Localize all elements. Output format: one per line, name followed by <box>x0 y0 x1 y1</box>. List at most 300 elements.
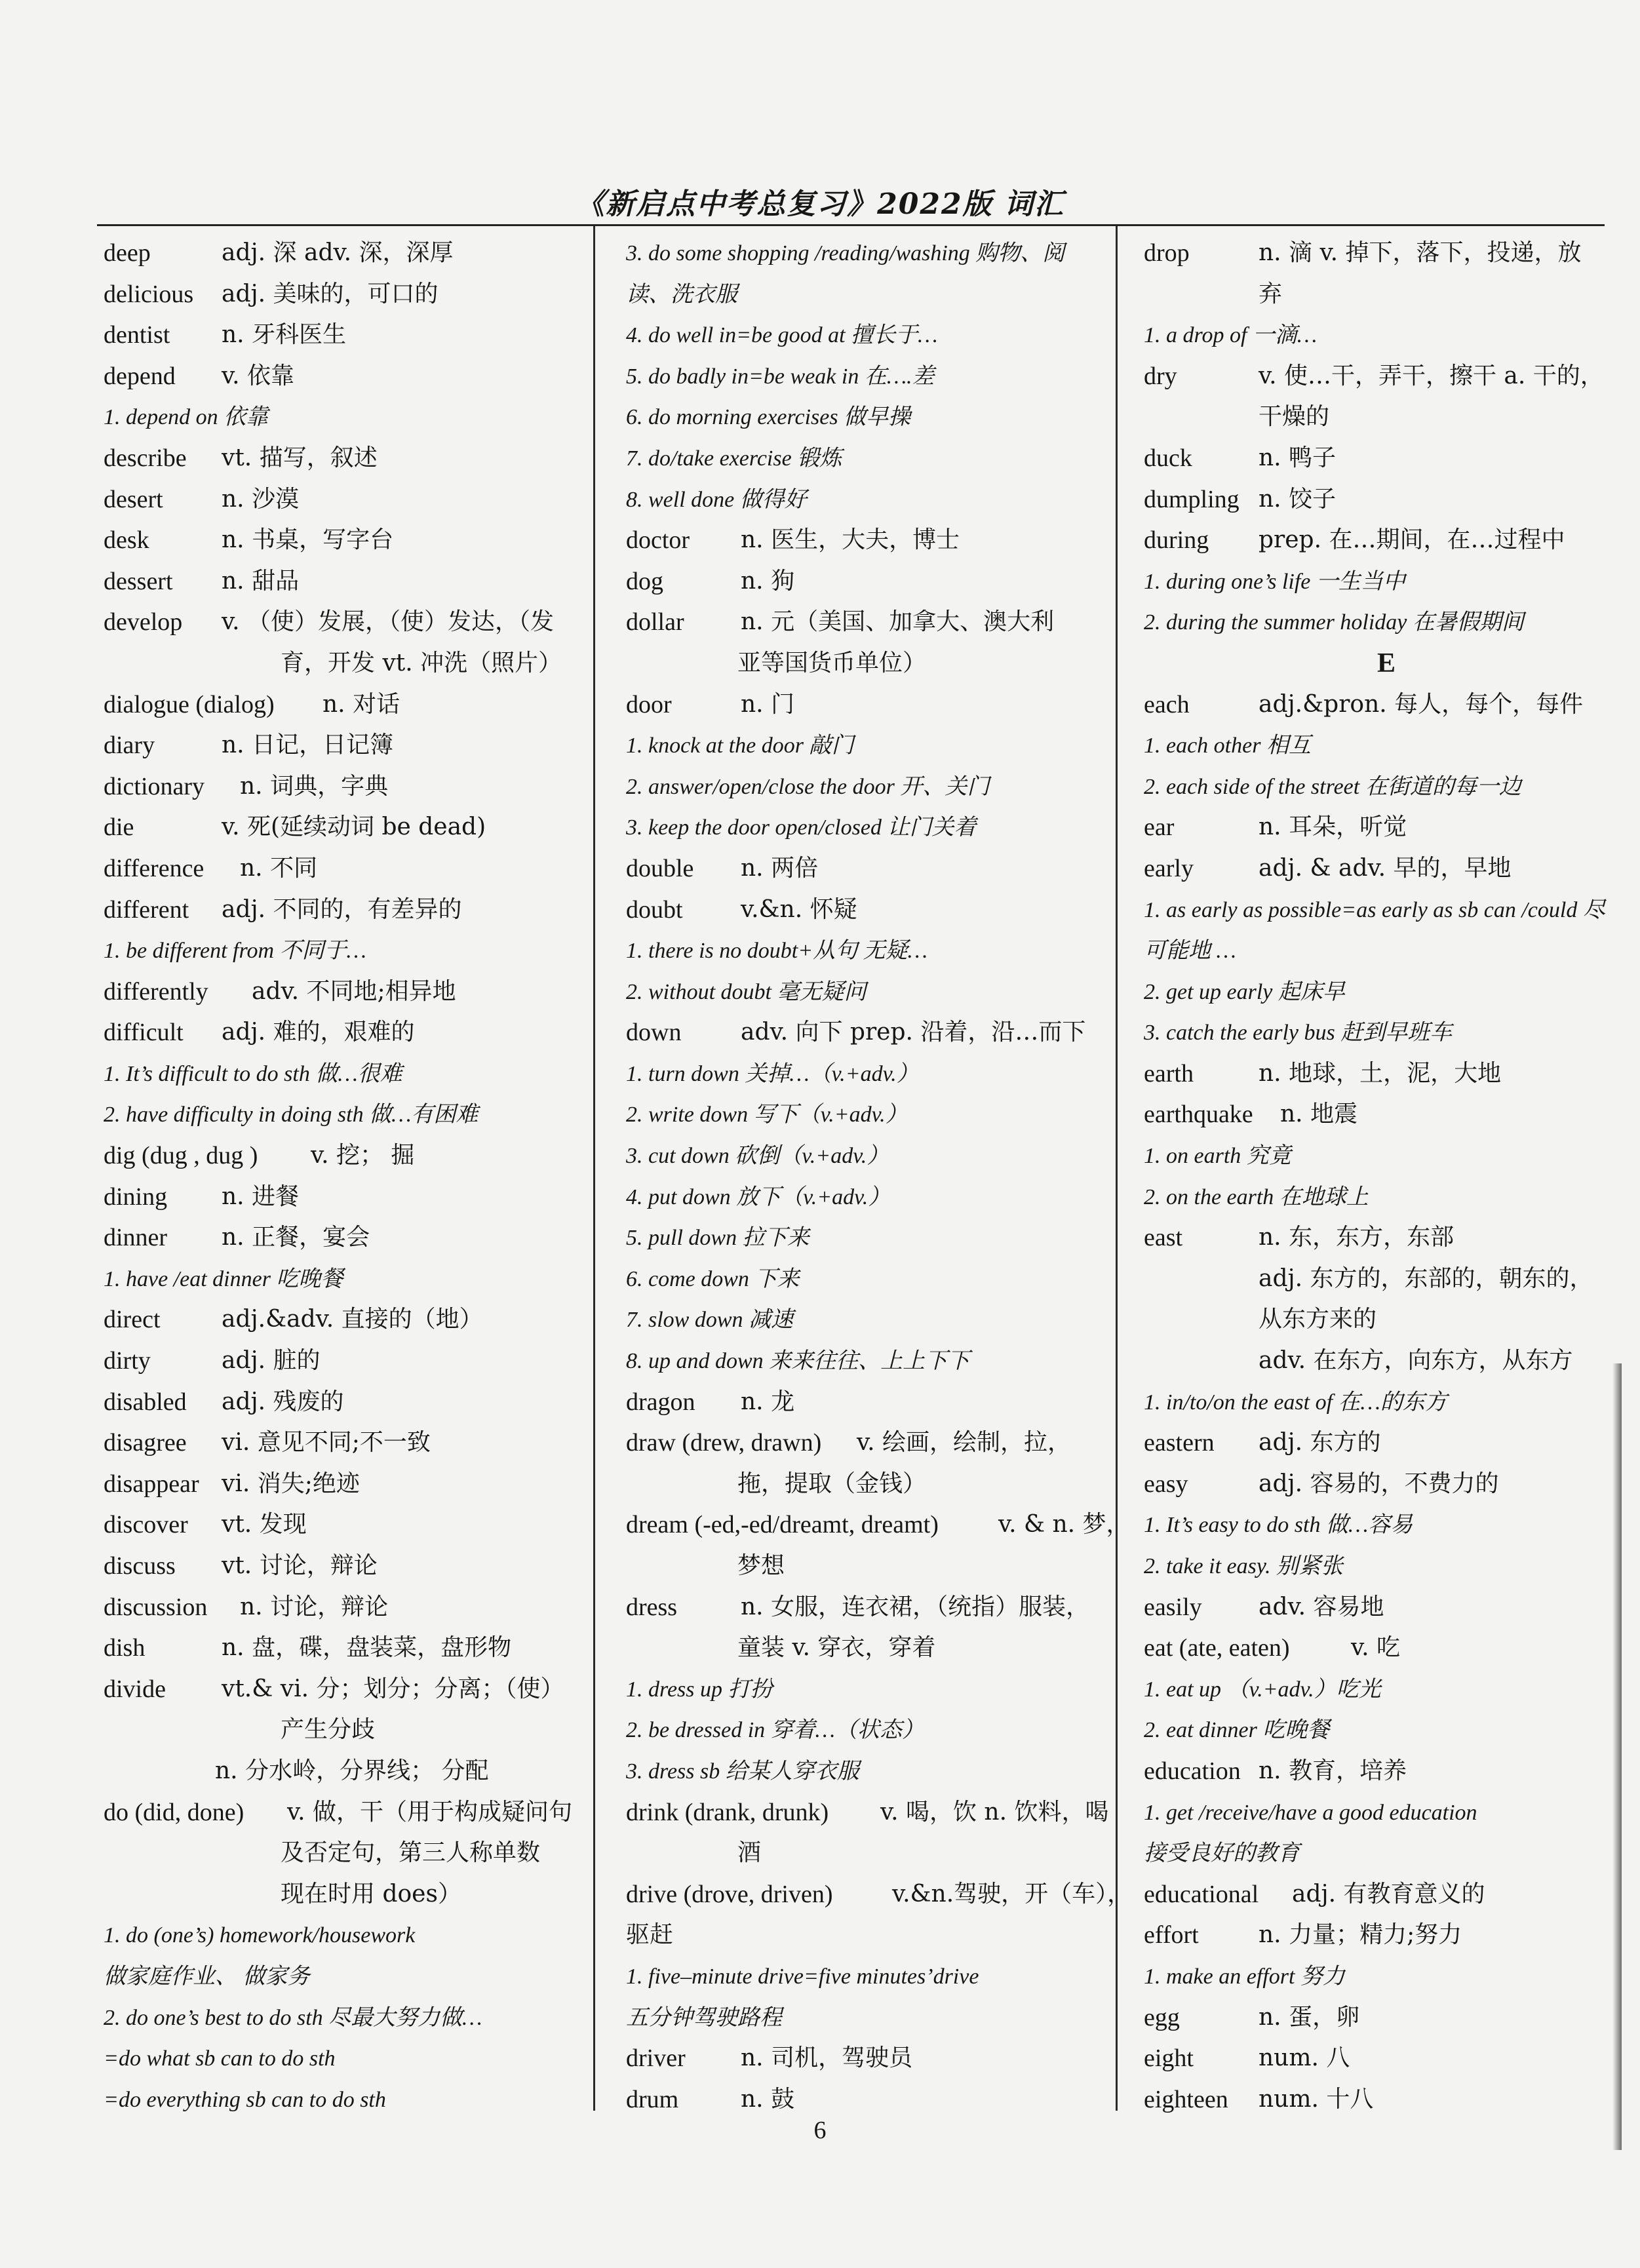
entry-line <box>104 2038 589 2079</box>
phrase: 3. catch the early bus 赶到早班车 <box>1144 1021 1453 1046</box>
headword: difference <box>104 854 205 882</box>
definition-continued: n. 分水岭，分界线； 分配 <box>215 1757 489 1784</box>
header-rule <box>97 224 1605 226</box>
definition: v. 做，干（用于构成疑问句 <box>287 1798 572 1826</box>
entry-line <box>626 356 1111 397</box>
definition: v.&n.驾驶，开（车）， <box>892 1880 1131 1907</box>
definition: adj.&pron. 每人，每个，每件 <box>1259 690 1584 718</box>
entry-line <box>1144 1299 1629 1340</box>
definition-continued: 亚等国货币单位） <box>737 649 927 676</box>
entry-line <box>1144 1792 1629 1833</box>
definition: adj. 有教育意义的 <box>1292 1880 1485 1907</box>
entry-line <box>1144 1710 1629 1751</box>
definition: vt. 发现 <box>222 1511 307 1538</box>
definition: n. 鸭子 <box>1259 444 1337 471</box>
phrase: 5. do badly in=be weak in 在….差 <box>626 364 935 389</box>
definition: adj. 美味的，可口的 <box>222 280 439 307</box>
entry-line <box>104 397 589 438</box>
entry-line <box>1144 1997 1629 2039</box>
entry-line <box>104 520 589 561</box>
entry-line <box>104 725 589 766</box>
headword: eighteen <box>1144 2085 1228 2113</box>
phrase: 1. It’s difficult to do sth 做…很难 <box>104 1061 402 1086</box>
headword: discuss <box>104 1552 176 1580</box>
phrase: 2. eat dinner 吃晚餐 <box>1144 1718 1330 1743</box>
phrase: 8. up and down 来来往往、上上下下 <box>626 1349 970 1374</box>
definition: n. 狗 <box>741 567 795 595</box>
entry-line <box>104 233 589 274</box>
definition: v. 绘画，绘制，拉， <box>857 1429 1071 1457</box>
headword: doctor <box>626 526 690 555</box>
definition: v. 喝，饮 n. 饮料，喝 <box>880 1798 1109 1826</box>
headword: disappear <box>104 1470 199 1498</box>
headword: drive (drove, driven) <box>626 1880 833 1908</box>
definition: n. 对话 <box>322 690 400 718</box>
entry-line <box>1144 1464 1629 1505</box>
phrase: =do what sb can to do sth <box>104 2046 336 2071</box>
entry-line <box>626 274 1111 315</box>
entry-line <box>104 1587 589 1628</box>
headword: dictionary <box>104 772 205 800</box>
entry-line <box>104 1340 589 1382</box>
headword: during <box>1144 526 1209 555</box>
entry-line <box>1144 1382 1629 1423</box>
entry-line <box>104 1422 589 1464</box>
entry-line <box>104 1956 589 1997</box>
definition: v. 使…干，弄干，擦干 a. 干的， <box>1259 362 1604 389</box>
phrase: 8. well done 做得好 <box>626 487 807 512</box>
entry-line <box>1144 930 1629 971</box>
entry-line <box>104 1135 589 1177</box>
definition: n. 饺子 <box>1259 485 1337 513</box>
entry-line <box>104 766 589 808</box>
definition: vt.& vi. 分；划分；分离；（使） <box>222 1675 564 1702</box>
phrase: 4. put down 放下（v.+adv.） <box>626 1184 891 1209</box>
phrase: 2. do one’s best to do sth 尽最大努力做… <box>104 2005 482 2030</box>
entry-line <box>104 1874 589 1915</box>
entry-line <box>626 1464 1111 1505</box>
entry-line <box>626 397 1111 438</box>
entry-line <box>104 1792 589 1833</box>
definition: v. 死(延续动词 be dead) <box>222 813 486 841</box>
entry-line <box>626 807 1111 848</box>
phrase: 1. have /eat dinner 吃晚餐 <box>104 1266 343 1291</box>
definition: v. 挖； 掘 <box>311 1142 415 1169</box>
entry-line <box>1144 1956 1629 1997</box>
entry-line <box>626 1217 1111 1259</box>
column-3 <box>1144 233 1629 2120</box>
entry-line <box>626 1833 1111 1874</box>
entry-line <box>1144 766 1629 808</box>
entry-line <box>626 1094 1111 1135</box>
entry-line <box>104 1382 589 1423</box>
entry-line <box>1144 1628 1629 1669</box>
headword: do (did, done) <box>104 1798 244 1826</box>
entry-line <box>1144 1340 1629 1382</box>
headword: difficult <box>104 1019 184 1047</box>
entry-line <box>104 274 589 315</box>
entry-line <box>104 561 589 602</box>
phrase: 1. each other 相互 <box>1144 733 1311 758</box>
headword: disagree <box>104 1429 187 1457</box>
entry-line <box>104 438 589 479</box>
definition-continued: 育，开发 vt. 冲洗（照片） <box>281 649 562 676</box>
headword: desk <box>104 526 149 555</box>
definition: vt. 讨论，辩论 <box>222 1552 378 1579</box>
headword: direct <box>104 1306 161 1334</box>
definition: n. 东，东方，东部 <box>1259 1224 1455 1251</box>
definition-continued: 酒 <box>737 1839 762 1867</box>
headword: easy <box>1144 1470 1188 1498</box>
phrase: 2. have difficulty in doing sth 做…有困难 <box>104 1103 478 1127</box>
page-header: 《新启点中考总复习》2022版 词汇 <box>576 187 1064 221</box>
definition: n. 力量；精力;努力 <box>1259 1921 1462 1949</box>
entry-line <box>104 1628 589 1669</box>
entry-line <box>626 1504 1130 1546</box>
definition-continued: 产生分歧 <box>281 1716 376 1744</box>
headword: doubt <box>626 895 683 924</box>
phrase: 7. slow down 减速 <box>626 1308 794 1333</box>
entry-line <box>626 1299 1111 1340</box>
headword: different <box>104 895 189 924</box>
definition: n. 正餐，宴会 <box>222 1224 370 1251</box>
definition: adj. 容易的，不费力的 <box>1259 1470 1499 1497</box>
phrase: 4. do well in=be good at 擅长于… <box>626 323 938 348</box>
phrase: 1. in/to/on the east of 在…的东方 <box>1144 1390 1447 1415</box>
entry-line <box>626 1628 1111 1669</box>
entry-line <box>104 684 589 726</box>
headword: dream (-ed,-ed/dreamt, dreamt) <box>626 1511 939 1539</box>
entry-line <box>1144 1874 1629 1915</box>
phrase: 1. get /receive/have a good education <box>1144 1800 1477 1825</box>
definition: n. 蛋，卵 <box>1259 2003 1360 2031</box>
definition: n. 地球，土，泥，大地 <box>1259 1059 1502 1087</box>
phrase: 2. on the earth 在地球上 <box>1144 1184 1369 1209</box>
entry-line <box>626 602 1111 643</box>
entry-line <box>626 561 1111 602</box>
entry-line <box>104 1053 589 1095</box>
entry-line <box>626 1669 1111 1710</box>
entry-line <box>104 1259 589 1300</box>
entry-line <box>104 930 589 971</box>
headword: easily <box>1144 1593 1202 1621</box>
phrase: 1. five–minute drive=five minutes’drive <box>626 1964 979 1989</box>
headword: develop <box>104 608 183 636</box>
entry-line <box>1144 725 1629 766</box>
phrase: 1. do (one’s) homework/housework <box>104 1923 416 1948</box>
definition-continued: adv. 在东方，向东方，从东方 <box>1259 1347 1573 1375</box>
definition: n. 元（美国、加拿大、澳大利 <box>741 608 1055 636</box>
phrase: =do everything sb can to do sth <box>104 2087 386 2112</box>
definition-continued: 从东方来的 <box>1259 1306 1377 1333</box>
headword: double <box>626 854 694 882</box>
entry-line <box>104 1915 589 1956</box>
entry-line <box>1144 1669 1629 1710</box>
phrase: 1. turn down 关掉…（v.+adv.） <box>626 1061 919 1086</box>
phrase: 6. come down 下来 <box>626 1266 800 1291</box>
phrase: 2. get up early 起床早 <box>1144 979 1345 1004</box>
entry-line <box>104 1997 589 2039</box>
entry-line <box>1144 1177 1629 1218</box>
headword: educational <box>1144 1880 1259 1908</box>
phrase: 6. do morning exercises 做早操 <box>626 405 911 430</box>
definition-continued: 童装 v. 穿衣，穿着 <box>737 1634 936 1662</box>
entry-line <box>1144 1094 1629 1135</box>
definition-continued: 现在时用 does） <box>281 1880 461 1907</box>
definition: v. 依靠 <box>222 362 294 389</box>
definition: adj.&adv. 直接的（地） <box>222 1306 483 1333</box>
phrase: 2. be dressed in 穿着…（状态） <box>626 1718 924 1743</box>
entry-line <box>1144 520 1629 561</box>
definition: adv. 容易地 <box>1259 1593 1384 1620</box>
headword: egg <box>1144 2003 1180 2031</box>
entry-line <box>626 520 1111 561</box>
headword: dining <box>104 1183 168 1211</box>
definition-continued: 驱赶 <box>626 1921 674 1949</box>
phrase: 读、洗衣服 <box>626 282 737 307</box>
headword: early <box>1144 854 1194 882</box>
definition-continued: 梦想 <box>737 1552 785 1579</box>
column-divider-1 <box>593 226 595 2111</box>
entry-line <box>1144 397 1629 438</box>
headword: eat (ate, eaten) <box>1144 1634 1290 1662</box>
entry-line <box>104 602 589 643</box>
headword: draw (drew, drawn) <box>626 1429 822 1457</box>
headword: driver <box>626 2044 686 2073</box>
entry-line <box>626 1382 1111 1423</box>
phrase: 2. answer/open/close the door 开、关门 <box>626 774 990 799</box>
entry-line <box>626 1792 1111 1833</box>
headword: discover <box>104 1511 188 1539</box>
headword: diary <box>104 732 155 760</box>
entry-line <box>1144 890 1629 931</box>
headword: discussion <box>104 1593 208 1621</box>
entry-line <box>104 1464 589 1505</box>
headword: deep <box>104 239 151 267</box>
headword: differently <box>104 977 208 1006</box>
entry-line <box>1144 2038 1629 2079</box>
entry-line <box>1144 438 1629 479</box>
phrase: 1. eat up （v.+adv.）吃光 <box>1144 1677 1381 1702</box>
column-1 <box>104 233 589 2120</box>
headword: die <box>104 813 134 842</box>
phrase: 可能地 … <box>1144 939 1236 964</box>
phrase: 3. cut down 砍倒（v.+adv.） <box>626 1144 889 1169</box>
headword: disabled <box>104 1388 187 1416</box>
headword: door <box>626 690 672 718</box>
phrase: 1. be different from 不同于… <box>104 939 366 964</box>
page-number: 6 <box>813 2117 827 2144</box>
headword: dentist <box>104 321 170 349</box>
entry-line <box>104 2079 589 2121</box>
phrase: 2. take it easy. 别紧张 <box>1144 1554 1344 1578</box>
phrase: 2. write down 写下（v.+adv.） <box>626 1103 908 1127</box>
entry-line <box>104 1504 589 1546</box>
definition: v. 吃 <box>1351 1634 1400 1662</box>
entry-line <box>1144 848 1629 890</box>
entry-line <box>104 848 589 890</box>
definition-continued: 拖，提取（金钱） <box>737 1470 927 1497</box>
entry-line <box>626 2079 1111 2121</box>
entry-line <box>626 930 1111 971</box>
entry-line <box>626 848 1111 890</box>
headword: east <box>1144 1224 1183 1252</box>
phrase: 2. during the summer holiday 在暑假期间 <box>1144 610 1524 635</box>
phrase: 2. each side of the street 在街道的每一边 <box>1144 774 1521 799</box>
headword: dragon <box>626 1388 695 1416</box>
definition: adv. 不同地;相异地 <box>252 977 456 1005</box>
entry-line <box>1144 684 1629 726</box>
entry-line <box>1144 1053 1629 1095</box>
definition: n. 讨论，辩论 <box>240 1593 389 1620</box>
definition: num. 十八 <box>1259 2085 1374 2113</box>
phrase: 1. as early as possible=as early as sb can /could 尽 <box>1144 897 1605 922</box>
headword: dialogue (dialog) <box>104 690 275 718</box>
definition: n. 两倍 <box>741 854 819 882</box>
definition: n. 甜品 <box>222 567 300 595</box>
headword: each <box>1144 690 1190 718</box>
headword: education <box>1144 1757 1241 1785</box>
entry-line <box>626 725 1111 766</box>
phrase: 3. keep the door open/closed 让门关着 <box>626 815 977 840</box>
headword: dress <box>626 1593 678 1621</box>
phrase: 1. a drop of 一滴… <box>1144 323 1318 348</box>
definition: vi. 消失;绝迹 <box>222 1470 360 1497</box>
phrase: 1. make an effort 努力 <box>1144 1964 1345 1989</box>
headword: divide <box>104 1675 166 1703</box>
entry-line <box>626 1422 1111 1464</box>
scan-edge-shadow <box>1612 1363 1622 2150</box>
entry-line <box>104 1012 589 1053</box>
entry-line <box>626 1135 1111 1177</box>
entry-line <box>626 643 1111 684</box>
phrase: 1. depend on 依靠 <box>104 405 269 430</box>
phrase: 1. during one’s life 一生当中 <box>1144 569 1405 594</box>
definition-continued: 及否定句，第三人称单数 <box>281 1839 541 1867</box>
phrase: 接受良好的教育 <box>1144 1841 1300 1866</box>
entry-line <box>626 233 1111 274</box>
entry-line <box>1144 479 1629 520</box>
definition: n. 盘，碟，盘装菜，盘形物 <box>222 1634 512 1662</box>
phrase: 2. without doubt 毫无疑问 <box>626 979 867 1004</box>
definition: adj. 不同的，有差异的 <box>222 895 462 923</box>
headword: ear <box>1144 813 1175 842</box>
entry-line <box>104 1710 589 1751</box>
headword: duck <box>1144 444 1192 472</box>
headword: delicious <box>104 280 194 308</box>
headword: drink (drank, drunk) <box>626 1798 829 1826</box>
entry-line <box>1144 1504 1629 1546</box>
definition: n. 滴 v. 掉下，落下，投递，放 <box>1259 239 1582 266</box>
entry-line <box>626 1053 1111 1095</box>
headword: down <box>626 1019 682 1047</box>
headword: dog <box>626 567 663 595</box>
definition: vi. 意见不同;不一致 <box>222 1429 431 1457</box>
headword: dessert <box>104 567 173 595</box>
entry-line <box>626 1012 1111 1053</box>
entry-line <box>104 315 589 356</box>
headword: drop <box>1144 239 1190 267</box>
headword: dinner <box>104 1224 168 1252</box>
entry-line <box>626 1874 1131 1915</box>
definition: n. 牙科医生 <box>222 321 347 349</box>
definition: n. 书桌，写字台 <box>222 526 394 554</box>
definition: n. 进餐 <box>222 1183 300 1210</box>
headword: dumpling <box>1144 485 1240 513</box>
definition: adj. 难的，艰难的 <box>222 1019 415 1046</box>
entry-line <box>1144 1751 1629 1792</box>
headword: eight <box>1144 2044 1194 2073</box>
entry-line <box>626 1340 1111 1382</box>
entry-line <box>1144 1915 1629 1956</box>
entry-line <box>626 1751 1111 1792</box>
entry-line <box>1144 1259 1629 1300</box>
phrase: 1. dress up 打扮 <box>626 1677 773 1702</box>
entry-line <box>104 890 589 931</box>
phrase: 1. there is no doubt+从句 无疑… <box>626 939 927 964</box>
entry-line <box>1144 1422 1629 1464</box>
phrase: 1. on earth 究竟 <box>1144 1144 1291 1169</box>
entry-line <box>1144 1012 1629 1053</box>
headword: describe <box>104 444 187 472</box>
entry-line <box>626 1915 1111 1956</box>
headword: earthquake <box>1144 1101 1253 1129</box>
entry-line <box>626 1259 1111 1300</box>
entry-line <box>104 1299 589 1340</box>
headword: dirty <box>104 1347 151 1375</box>
definition: adj. 残废的 <box>222 1388 344 1415</box>
definition: n. 女服，连衣裙，（统指）服装， <box>741 1593 1090 1620</box>
entry-line <box>1144 315 1629 356</box>
entry-line <box>626 890 1111 931</box>
definition: adj. & adv. 早的，早地 <box>1259 854 1512 882</box>
entry-line <box>1144 2079 1629 2121</box>
entry-line <box>104 971 589 1013</box>
definition-continued: 干燥的 <box>1259 403 1330 431</box>
definition: adj. 东方的 <box>1259 1429 1381 1457</box>
phrase: 五分钟驾驶路程 <box>626 2005 782 2030</box>
entry-line <box>626 766 1111 808</box>
entry-line <box>1144 274 1629 315</box>
headword: effort <box>1144 1921 1199 1949</box>
definition: n. 沙漠 <box>222 485 300 513</box>
entry-line <box>104 1751 589 1792</box>
definition: v.&n. 怀疑 <box>741 895 857 923</box>
entry-line <box>626 315 1111 356</box>
definition: v. （使）发展，（使）发达，（发 <box>222 608 554 636</box>
definition: n. 不同 <box>240 854 318 882</box>
definition: prep. 在…期间，在…过程中 <box>1259 526 1565 554</box>
entry-line <box>1144 1546 1629 1587</box>
entry-line <box>1144 1135 1629 1177</box>
entry-line <box>1144 1217 1629 1259</box>
headword: drum <box>626 2085 679 2113</box>
entry-line <box>626 1546 1111 1587</box>
entry-line <box>1144 1833 1629 1874</box>
entry-line <box>626 479 1111 520</box>
definition: n. 教育，培养 <box>1259 1757 1407 1784</box>
phrase: 做家庭作业、 做家务 <box>104 1964 310 1989</box>
definition: n. 词典，字典 <box>240 772 389 800</box>
phrase: 7. do/take exercise 锻炼 <box>626 446 842 471</box>
entry-line <box>626 1710 1111 1751</box>
section-letter: E <box>1376 648 1396 678</box>
definition: n. 龙 <box>741 1388 795 1415</box>
entry-line <box>1144 807 1629 848</box>
entry-line <box>1144 602 1629 643</box>
headword: earth <box>1144 1059 1194 1087</box>
entry-line <box>104 356 589 397</box>
